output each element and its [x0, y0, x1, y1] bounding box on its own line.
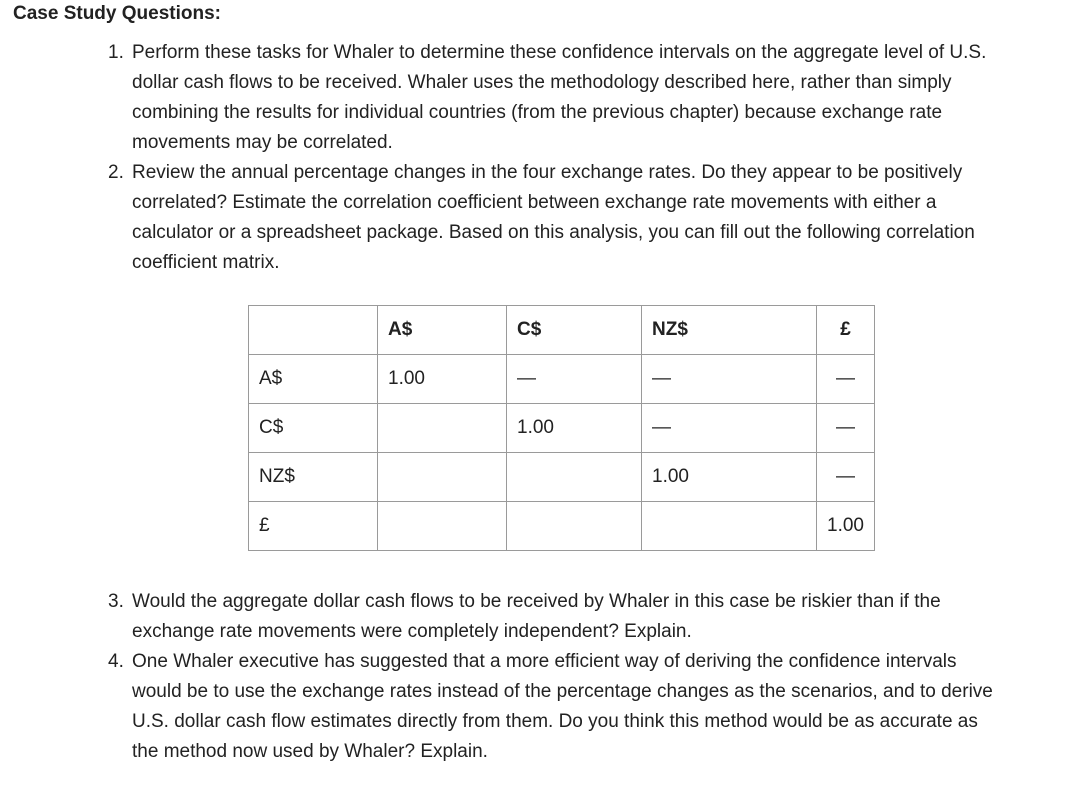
- table-cell: —: [642, 404, 817, 453]
- question-item: [108, 158, 1008, 278]
- question-list-top: [108, 38, 1008, 278]
- question-item: [108, 647, 1008, 767]
- question-number: 4.: [108, 651, 124, 672]
- correlation-matrix-table: [248, 305, 875, 551]
- table-row: [249, 355, 875, 404]
- table-cell: 1.00: [817, 502, 875, 551]
- table-cell: —: [817, 355, 875, 404]
- table-row: [249, 502, 875, 551]
- question-number: 2.: [108, 162, 124, 183]
- table-cell: —: [817, 453, 875, 502]
- table-row: [249, 453, 875, 502]
- question-text: One Whaler executive has suggested that a more efficient way of deriving the confidence intervals would be to use the exchange rates instead of the percentage changes as the scenarios, and to derive U.S. dollar cash flow estimates directly from them. Do you think this method would be as accurate as the method now used by Whaler? Explain.: [132, 651, 993, 762]
- header-cell: £: [817, 306, 875, 355]
- question-number: 3.: [108, 591, 124, 612]
- table-cell: —: [642, 355, 817, 404]
- table-cell: [642, 502, 817, 551]
- table-cell: [378, 453, 507, 502]
- question-item: [108, 38, 1008, 158]
- row-label-cell: C$: [249, 404, 378, 453]
- header-cell: NZ$: [642, 306, 817, 355]
- row-label-cell: £: [249, 502, 378, 551]
- header-cell: C$: [507, 306, 642, 355]
- table-cell: [507, 453, 642, 502]
- question-text: Perform these tasks for Whaler to determine these confidence intervals on the aggregate level of U.S. dollar cash flows to be received. Whaler uses the methodology described here, rather than simply combining the results for individual countries (from the previous chapter) because exchange rate movements may be correlated.: [132, 42, 987, 153]
- question-item: [108, 587, 1008, 647]
- table-cell: [378, 404, 507, 453]
- table-cell: [507, 502, 642, 551]
- table-header-row: [249, 306, 875, 355]
- question-list-bottom: [108, 587, 1008, 767]
- table-cell: 1.00: [642, 453, 817, 502]
- question-text: Would the aggregate dollar cash flows to be received by Whaler in this case be riskier than if the exchange rate movements were completely independent? Explain.: [132, 591, 941, 642]
- row-label-cell: NZ$: [249, 453, 378, 502]
- header-cell-corner: [249, 306, 378, 355]
- table-cell: [378, 502, 507, 551]
- table-cell: 1.00: [507, 404, 642, 453]
- question-number: 1.: [108, 42, 124, 63]
- header-cell: A$: [378, 306, 507, 355]
- row-label-cell: A$: [249, 355, 378, 404]
- table-row: [249, 404, 875, 453]
- table-cell: —: [817, 404, 875, 453]
- case-study-heading: Case Study Questions:: [13, 3, 221, 24]
- table-cell: —: [507, 355, 642, 404]
- table-cell: 1.00: [378, 355, 507, 404]
- question-text: Review the annual percentage changes in the four exchange rates. Do they appear to be positively correlated? Estimate the correlation coefficient between exchange rate movements with either a calculator or a spreadsheet package. Based on this analysis, you can fill out the following correlation coefficient matrix.: [132, 162, 975, 273]
